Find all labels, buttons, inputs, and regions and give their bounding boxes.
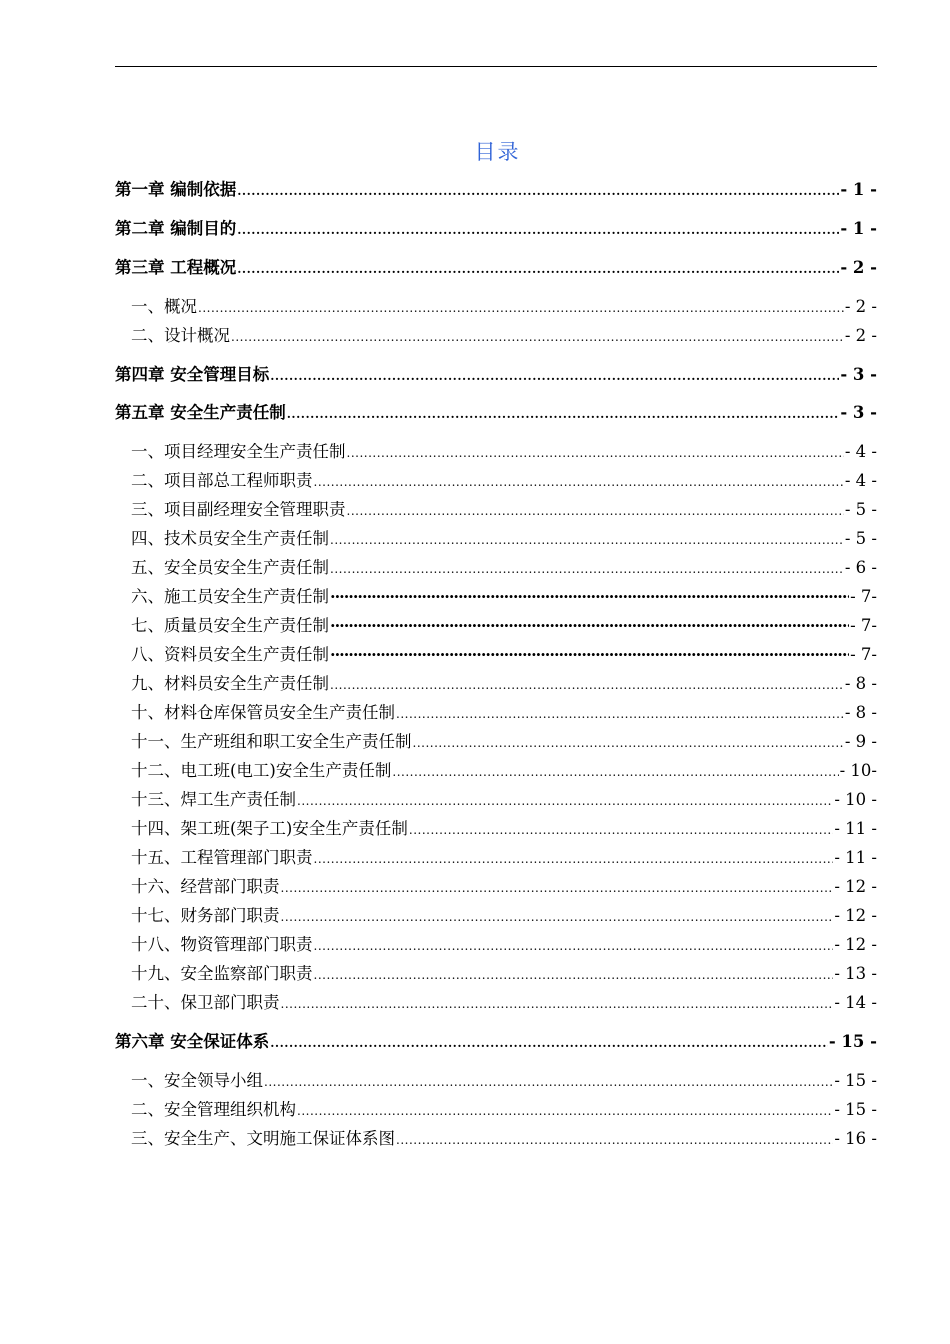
toc-dot-leader <box>198 297 844 319</box>
toc-section-entry[interactable] <box>115 557 877 579</box>
toc-entry-label: 十一、生产班组和职工安全生产责任制 <box>131 732 412 751</box>
toc-dot-leader <box>409 819 833 841</box>
toc-dot-leader <box>237 180 839 202</box>
toc-dot-leader <box>297 1100 833 1122</box>
toc-entry-label: 二、设计概况 <box>131 326 230 345</box>
toc-section-entry[interactable] <box>115 876 877 898</box>
toc-entry-label: 一、概况 <box>131 297 197 316</box>
toc-dot-leader <box>330 644 849 667</box>
toc-dot-leader <box>347 500 844 522</box>
toc-entry-page: - 12 - <box>834 935 877 954</box>
toc-dot-leader <box>281 877 834 899</box>
toc-entry-page: - 15 - <box>834 1100 877 1119</box>
toc-entry-label: 十四、架工班(架子工)安全生产责任制 <box>131 819 408 838</box>
toc-section-entry[interactable] <box>115 528 877 550</box>
toc-dot-leader <box>231 326 844 348</box>
toc-entry-page: - 13 - <box>834 964 877 983</box>
toc-section-entry[interactable] <box>115 818 877 840</box>
header-rule <box>115 66 877 67</box>
toc-section-entry[interactable] <box>115 470 877 492</box>
toc-entry-label: 第六章 安全保证体系 <box>115 1032 270 1051</box>
toc-dot-leader <box>270 365 839 387</box>
toc-dot-leader <box>347 442 844 464</box>
toc-entry-page: - 7- <box>850 587 877 606</box>
toc-dot-leader <box>297 790 833 812</box>
toc-entry-label: 七、质量员安全生产责任制 <box>131 616 329 635</box>
toc-entry-label: 第三章 工程概况 <box>115 258 237 277</box>
toc-entry-label: 二、安全管理组织机构 <box>131 1100 296 1119</box>
toc-entry-page: - 10 - <box>834 790 877 809</box>
toc-entry-page: - 12 - <box>834 906 877 925</box>
toc-chapter-entry[interactable] <box>115 218 877 240</box>
toc-entry-label: 十五、工程管理部门职责 <box>131 848 313 867</box>
toc-entry-label: 十六、经营部门职责 <box>131 877 280 896</box>
toc-dot-leader <box>330 529 844 551</box>
toc-entry-page: - 4 - <box>844 471 877 490</box>
toc-entry-label: 二十、保卫部门职责 <box>131 993 280 1012</box>
toc-entry-page: - 1 - <box>840 219 877 238</box>
toc-entry-label: 四、技术员安全生产责任制 <box>131 529 329 548</box>
toc-entry-page: - 8 - <box>844 703 877 722</box>
toc-entry-label: 五、安全员安全生产责任制 <box>131 558 329 577</box>
toc-entry-page: - 12 - <box>834 877 877 896</box>
toc-entry-page: - 7- <box>850 645 877 664</box>
toc-dot-leader <box>237 219 839 241</box>
toc-entry-page: - 11 - <box>834 848 877 867</box>
toc-section-entry[interactable] <box>115 1128 877 1150</box>
toc-entry-label: 十二、电工班(电工)安全生产责任制 <box>131 761 392 780</box>
toc-dot-leader <box>264 1071 833 1093</box>
toc-section-entry[interactable] <box>115 644 877 666</box>
toc-section-entry[interactable] <box>115 789 877 811</box>
toc-entry-label: 八、资料员安全生产责任制 <box>131 645 329 664</box>
toc-entry-page: - 6 - <box>844 558 877 577</box>
toc-chapter-entry[interactable] <box>115 364 877 386</box>
toc-dot-leader <box>413 732 844 754</box>
toc-section-entry[interactable] <box>115 702 877 724</box>
toc-dot-leader <box>330 586 849 609</box>
toc-entry-page: - 5 - <box>844 500 877 519</box>
toc-dot-leader <box>281 906 834 928</box>
toc-entry-label: 十三、焊工生产责任制 <box>131 790 296 809</box>
toc-chapter-entry[interactable] <box>115 1031 877 1053</box>
toc-entry-label: 第一章 编制依据 <box>115 180 237 199</box>
toc-dot-leader <box>314 471 844 493</box>
toc-section-entry[interactable] <box>115 586 877 608</box>
toc-section-entry[interactable] <box>115 673 877 695</box>
toc-dot-leader <box>330 674 844 696</box>
toc-dot-leader <box>270 1032 828 1054</box>
toc-entry-label: 十九、安全监察部门职责 <box>131 964 313 983</box>
toc-entry-label: 十、材料仓库保管员安全生产责任制 <box>131 703 395 722</box>
toc-entry-page: - 10- <box>839 761 877 780</box>
toc-chapter-entry[interactable] <box>115 402 877 424</box>
toc-dot-leader <box>330 615 849 638</box>
toc-entry-page: - 3 - <box>840 365 877 384</box>
toc-dot-leader <box>281 993 834 1015</box>
toc-entry-label: 一、项目经理安全生产责任制 <box>131 442 346 461</box>
toc-entry-label: 九、材料员安全生产责任制 <box>131 674 329 693</box>
toc-section-entry[interactable] <box>115 1099 877 1121</box>
toc-dot-leader <box>237 258 839 280</box>
toc-entry-label: 第二章 编制目的 <box>115 219 237 238</box>
toc-entry-page: - 5 - <box>844 529 877 548</box>
toc-entry-page: - 3 - <box>840 403 877 422</box>
toc-entry-page: - 14 - <box>834 993 877 1012</box>
toc-section-entry[interactable] <box>115 731 877 753</box>
toc-chapter-entry[interactable] <box>115 257 877 279</box>
toc-dot-leader <box>392 761 838 783</box>
toc-entry-page: - 16 - <box>834 1129 877 1148</box>
toc-section-entry[interactable] <box>115 615 877 637</box>
toc-section-entry[interactable] <box>115 760 877 782</box>
toc-entry-page: - 15 - <box>834 1071 877 1090</box>
toc-section-entry[interactable] <box>115 963 877 985</box>
toc-chapter-entry[interactable] <box>115 179 877 201</box>
toc-dot-leader <box>330 558 844 580</box>
toc-dot-leader <box>396 703 844 725</box>
toc-entry-page: - 15 - <box>828 1032 877 1051</box>
toc-entry-label: 十八、物资管理部门职责 <box>131 935 313 954</box>
toc-entry-label: 六、施工员安全生产责任制 <box>131 587 329 606</box>
toc-entry-label: 二、项目部总工程师职责 <box>131 471 313 490</box>
toc-entry-label: 三、安全生产、文明施工保证体系图 <box>131 1129 395 1148</box>
toc-section-entry[interactable] <box>115 905 877 927</box>
toc-entry-label: 三、项目副经理安全管理职责 <box>131 500 346 519</box>
toc-dot-leader <box>314 964 834 986</box>
toc-section-entry[interactable] <box>115 325 877 347</box>
toc-entry-page: - 2 - <box>844 326 877 345</box>
toc-entry-page: - 9 - <box>844 732 877 751</box>
toc-title: 目录 <box>474 140 521 164</box>
toc-entry-page: - 2 - <box>844 297 877 316</box>
toc-entry-label: 第四章 安全管理目标 <box>115 365 270 384</box>
toc-entry-page: - 4 - <box>844 442 877 461</box>
toc-dot-leader <box>314 935 834 957</box>
toc-entry-label: 一、安全领导小组 <box>131 1071 263 1090</box>
toc-section-entry[interactable] <box>115 847 877 869</box>
toc-dot-leader <box>396 1129 833 1151</box>
toc-entry-page: - 7- <box>850 616 877 635</box>
toc-dot-leader <box>287 403 840 425</box>
toc-entry-page: - 8 - <box>844 674 877 693</box>
toc-entry-label: 第五章 安全生产责任制 <box>115 403 286 422</box>
toc-entry-page: - 11 - <box>834 819 877 838</box>
toc-entry-page: - 2 - <box>840 258 877 277</box>
toc-section-entry[interactable] <box>115 992 877 1014</box>
toc-dot-leader <box>314 848 834 870</box>
toc-section-entry[interactable] <box>115 934 877 956</box>
toc-entry-page: - 1 - <box>840 180 877 199</box>
toc-section-entry[interactable] <box>115 296 877 318</box>
toc-section-entry[interactable] <box>115 499 877 521</box>
toc-section-entry[interactable] <box>115 441 877 463</box>
toc-section-entry[interactable] <box>115 1070 877 1092</box>
toc-entry-label: 十七、财务部门职责 <box>131 906 280 925</box>
